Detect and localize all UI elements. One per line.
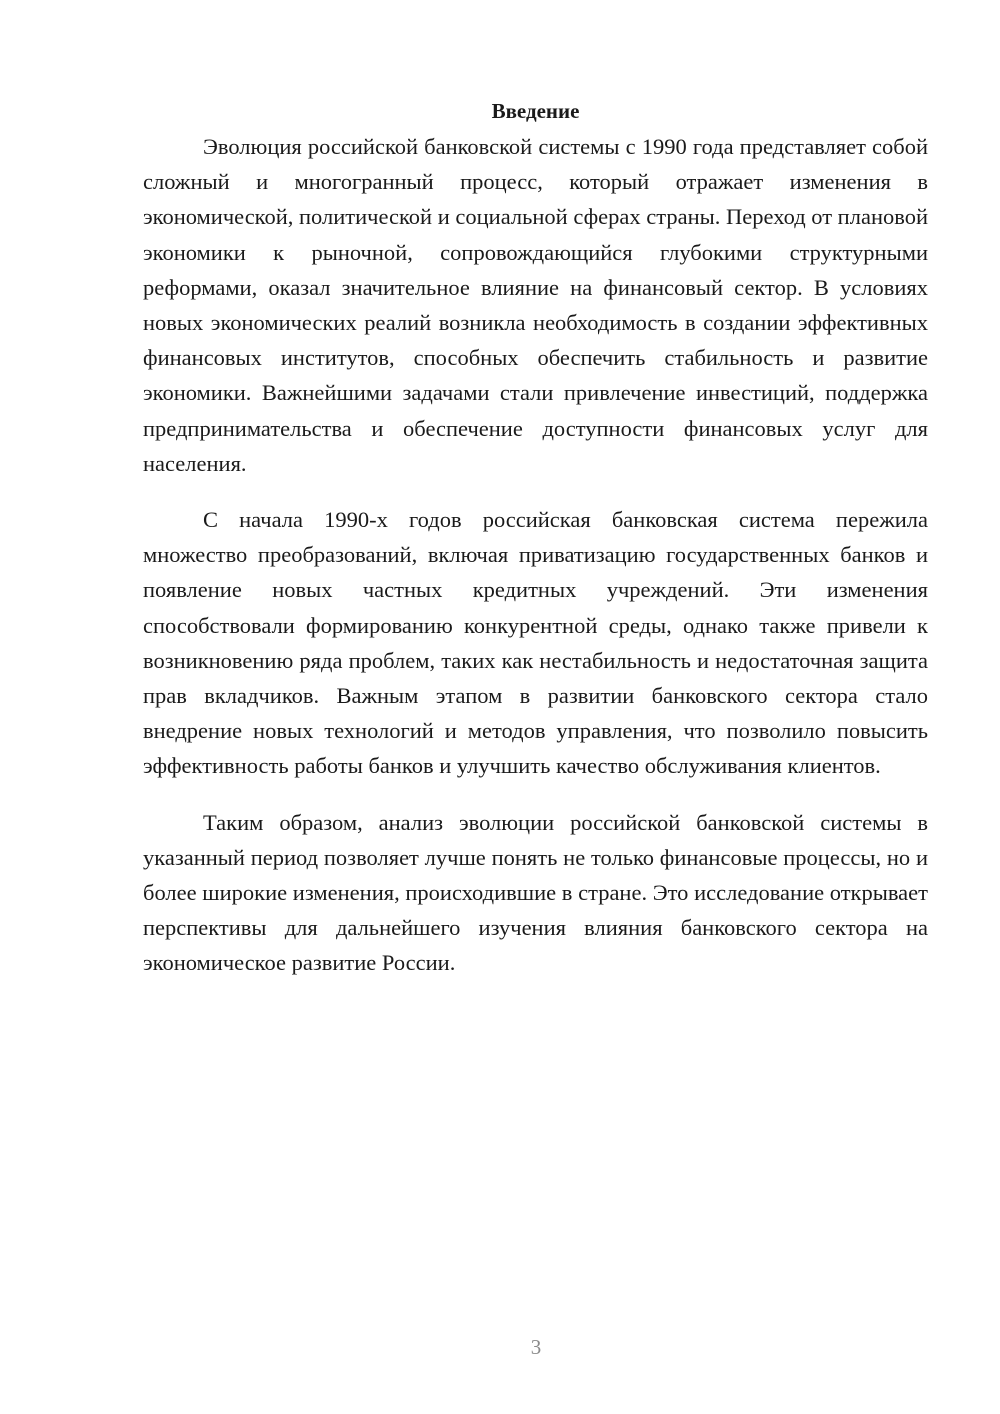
section-title: Введение: [491, 99, 580, 123]
paragraph-2: С начала 1990-х годов российская банковская система пережила множество преобразований, включая приватизацию государственных банков и появление новых частных кредитных учреждений. Эти изменения способствовали формированию конкурентной среды, однако также привели к возникновению ряда проблем, таких как нестабильность и недостаточная защита прав вкладчиков. Важным этапом в развитии банковского сектора стало внедрение новых технологий и методов управления, что позволило повысить эффективность работы банков и улучшить качество обслуживания клиентов.: [143, 507, 928, 779]
paragraph-3: Таким образом, анализ эволюции российской банковской системы в указанный период позволяет лучше понять не только финансовые процессы, но и более широкие изменения, происходившие в стране. Это исследование открывает перспективы для дальнейшего изучения влияния банковского сектора на экономическое развитие России.: [143, 809, 928, 976]
page-content: [143, 96, 928, 981]
paragraph-1: Эволюция российской банковской системы с 1990 года представляет собой сложный и многогранный процесс, который отражает изменения в экономической, политической и социальной сферах страны. Переход от плановой экономики к рыночной, сопровождающийся глубокими структурными реформами, оказал значительное влияние на финансовый сектор. В условиях новых экономических реалий возникла необходимость в создании эффективных финансовых институтов, способных обеспечить стабильность и развитие экономики. Важнейшими задачами стали привлечение инвестиций, поддержка предпринимательства и обеспечение доступности финансовых услуг для населения.: [143, 134, 928, 476]
page-number: 3: [530, 1335, 542, 1359]
